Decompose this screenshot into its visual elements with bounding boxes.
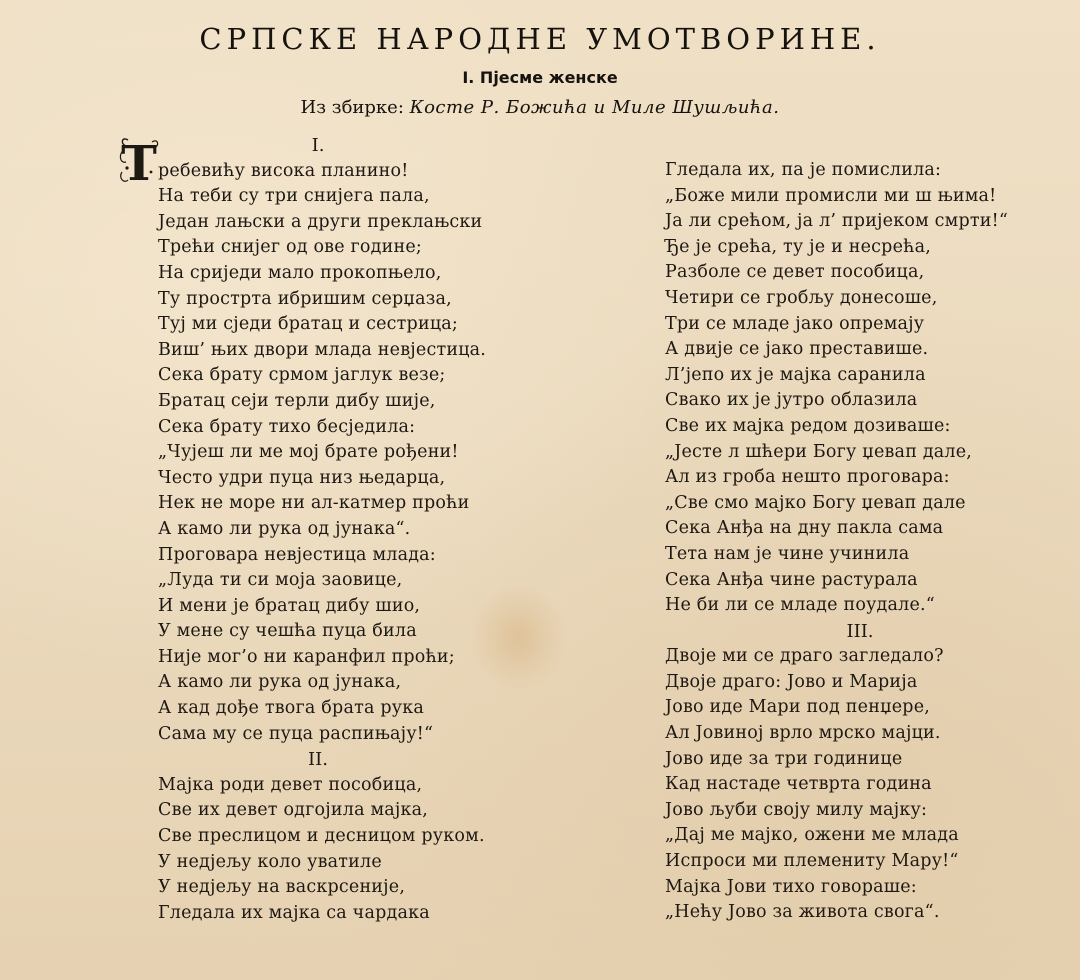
- verse-line: На теби су три снијега пала,: [158, 186, 430, 207]
- verse-line: Три се младе јако опремају: [665, 313, 925, 334]
- verse-line: Све их девет одгојила мајка,: [158, 800, 429, 821]
- verse-line: Сека Анђа чине растурала: [665, 569, 918, 590]
- verse-line: „Чујеш ли ме мој брате рођени!: [158, 442, 459, 463]
- verse-line: Нек не море ни ал-катмер проћи: [158, 493, 470, 514]
- poem-numeral-2: II.: [308, 749, 328, 771]
- verse-line: Сама му се пуца распињају!“: [158, 723, 434, 744]
- verse-line: Ја ли срећом, ја л’ пријеком смрти!“: [665, 211, 1009, 232]
- verse-line: Тета нам је чине учинила: [665, 543, 910, 564]
- verse-line: Ал Јовиној врло мрско мајци.: [665, 723, 941, 744]
- poem-2-continued-lines: [665, 158, 1045, 619]
- verse-line: Виш’ њих двори млада невјестица.: [158, 339, 487, 360]
- verse-line: Кад настаде четврта година: [665, 774, 932, 795]
- verse-line: Сека брату срмом јаглук везе;: [158, 365, 446, 386]
- verse-line: Туј ми сједи братац и сестрица;: [158, 314, 458, 335]
- verse-line: „Све смо мајко Богу џевап дале: [665, 492, 966, 513]
- verse-line: Не би ли се младе поудале.“: [665, 595, 935, 616]
- verse-line: А двије се јако преставише.: [665, 339, 929, 360]
- verse-line: Л’јепо их је мајка саранила: [665, 364, 926, 385]
- verse-line: Често удри пуца низ њедарца,: [158, 467, 446, 488]
- verse-line: Двоје ми се драго загледало?: [665, 646, 944, 667]
- verse-line: Све их мајка редом дозиваше:: [665, 415, 951, 436]
- dropcap-letter: Т: [121, 136, 157, 190]
- verse-line: „Дај ме мајко, ожени ме млада: [665, 825, 959, 846]
- verse-line: Гледала их мајка са чардака: [158, 902, 430, 923]
- verse-line: У мене су чешћа пуца била: [158, 621, 417, 642]
- verse-line: А камо ли рука од јунака“.: [158, 518, 411, 539]
- verse-line: Разболе се девет пособица,: [665, 262, 925, 283]
- verse-line: „Боже мили промисли ми ш њима!: [665, 185, 997, 206]
- verse-line: Трећи снијег од ове године;: [158, 237, 423, 258]
- poem-numeral-3: III.: [846, 620, 874, 642]
- verse-line: „Луда ти си моја заовице,: [158, 570, 403, 591]
- poem-3-lines: [665, 644, 1045, 926]
- poem-numeral-1: I.: [311, 135, 325, 156]
- page-title: СРПСКЕ НАРОДНЕ УМОТВОРИНЕ.: [199, 22, 881, 56]
- source-prefix: Из збирке:: [300, 97, 404, 118]
- verse-line: Све преслицом и десницом руком.: [158, 826, 485, 847]
- verse-line: Проговара невјестица млада:: [158, 544, 436, 565]
- verse-line: На сриједи мало прокопњело,: [158, 262, 442, 283]
- verse-line: Мајка роди девет пособица,: [158, 774, 423, 795]
- poem-first-line: ребевићу висока планино!: [158, 160, 409, 181]
- verse-line: Јово иде за три годинице: [665, 748, 903, 769]
- verse-line: Ђе је срећа, ту је и несрећа,: [665, 236, 931, 257]
- verse-line: Сека Анђа на дну пакла сама: [665, 518, 944, 539]
- poem-2-lines: [158, 773, 518, 927]
- verse-line: Јово иде Мари под пенџере,: [665, 697, 931, 718]
- verse-line: Ту простртa ибришим серџаза,: [158, 288, 452, 309]
- left-column: [158, 133, 518, 926]
- verse-line: Сека брату тихо бесједила:: [158, 416, 416, 437]
- verse-line: Јово љуби своју милу мајку:: [665, 799, 928, 820]
- verse-line: „Јесте л шћери Богу џевап дале,: [665, 441, 973, 462]
- right-column: [665, 158, 1045, 926]
- section-subtitle: I. Пјесме женске: [462, 68, 618, 87]
- verse-line: А кад дође твога брата рука: [158, 698, 425, 719]
- verse-line: Свако их је јутро облазила: [665, 390, 918, 411]
- poem-1-lines: [158, 184, 518, 747]
- verse-line: У недјељу на васкрсеније,: [158, 877, 406, 898]
- verse-line: И мени је братац дибу шио,: [158, 595, 421, 616]
- verse-line: А камо ли рука од јунака,: [158, 672, 402, 693]
- collection-source: [0, 97, 1080, 118]
- verse-line: Један лањски а други преклањски: [158, 211, 483, 232]
- verse-line: Ал из гроба нешто проговара:: [665, 467, 950, 488]
- verse-line: У недјељу коло уватиле: [158, 851, 382, 872]
- verse-line: Гледала их, па је помислила:: [665, 160, 942, 180]
- verse-line: „Нећу Јово за живота свога“.: [665, 902, 940, 923]
- verse-line: Двоје драго: Јово и Марија: [665, 671, 918, 692]
- verse-line: Није мог’о ни каранфил проћи;: [158, 646, 455, 667]
- verse-line: Четири се гробљу донесоше,: [665, 287, 938, 308]
- verse-line: Испроси ми племениту Мару!“: [665, 851, 959, 872]
- verse-line: Братац сеји терли дибу шије,: [158, 390, 436, 411]
- source-names: Косте Р. Божића и Миле Шушљића.: [409, 97, 780, 118]
- verse-line: Мајка Јови тихо говораше:: [665, 876, 917, 897]
